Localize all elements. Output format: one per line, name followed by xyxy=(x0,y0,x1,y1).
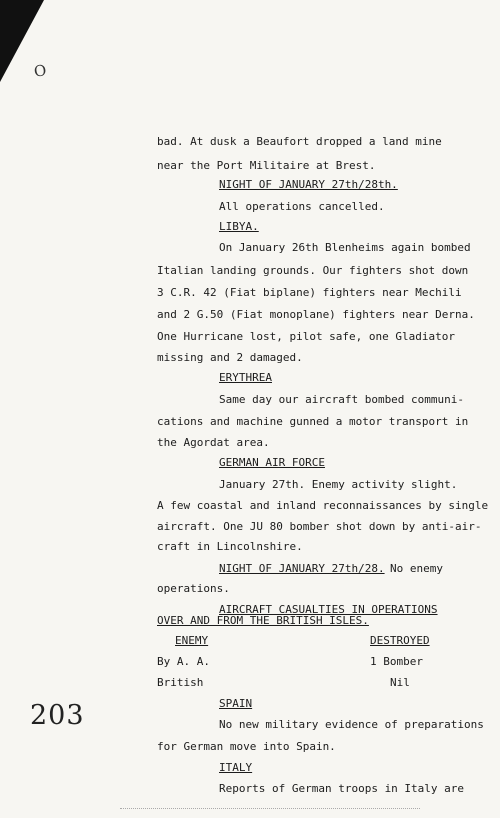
section-heading: GERMAN AIR FORCE xyxy=(219,456,325,469)
section-heading: LIBYA. xyxy=(219,220,259,233)
text-line: Reports of German troops in Italy are xyxy=(219,782,465,795)
text-line: No enemy xyxy=(390,562,443,575)
text-line: near the Port Militaire at Brest. xyxy=(157,159,376,172)
text-line: January 27th. Enemy activity slight. xyxy=(219,478,458,491)
text-line: aircraft. One JU 80 bomber shot down by anti-air- xyxy=(157,520,482,533)
text-line: the Agordat area. xyxy=(157,436,270,449)
section-heading: ERYTHREA xyxy=(219,371,272,384)
column-header-destroyed: DESTROYED xyxy=(370,634,430,647)
text-line: All operations cancelled. xyxy=(219,200,385,213)
text-line: missing and 2 damaged. xyxy=(157,351,303,364)
table-cell: British xyxy=(157,676,204,689)
table-cell: Nil xyxy=(390,676,410,689)
text-line: cations and machine gunned a motor transport in xyxy=(157,415,469,428)
text-line: One Hurricane lost, pilot safe, one Gladiator xyxy=(157,330,456,343)
section-heading: SPAIN xyxy=(219,697,253,710)
handwritten-page-number: 203 xyxy=(30,700,85,731)
table-heading: OVER AND FROM THE BRITISH ISLES. xyxy=(157,614,369,627)
text-line: bad. At dusk a Beaufort dropped a land mine xyxy=(157,135,442,148)
text-line: 3 C.R. 42 (Fiat biplane) fighters near Mechili xyxy=(157,286,462,299)
page-edge-dots xyxy=(120,808,420,811)
column-header-enemy: ENEMY xyxy=(175,634,209,647)
section-heading: NIGHT OF JANUARY 27th/28. xyxy=(219,562,385,575)
table-cell: By A. A. xyxy=(157,655,210,668)
margin-mark: O xyxy=(32,61,48,81)
text-line: On January 26th Blenheims again bombed xyxy=(219,241,471,254)
table-heading: AIRCRAFT CASUALTIES IN OPERATIONS xyxy=(219,603,438,616)
text-line: for German move into Spain. xyxy=(157,740,336,753)
section-heading: NIGHT OF JANUARY 27th/28th. xyxy=(219,178,398,191)
table-cell: 1 Bomber xyxy=(370,655,423,668)
text-line: No new military evidence of preparations xyxy=(219,718,484,731)
text-line: and 2 G.50 (Fiat monoplane) fighters near Derna. xyxy=(157,308,475,321)
text-line: Italian landing grounds. Our fighters shot down xyxy=(157,264,469,277)
text-line: Same day our aircraft bombed communi- xyxy=(219,393,465,406)
section-heading: ITALY xyxy=(219,761,253,774)
text-line: A few coastal and inland reconnaissances by single xyxy=(157,499,489,512)
text-line: craft in Lincolnshire. xyxy=(157,540,303,553)
text-line: operations. xyxy=(157,582,230,595)
